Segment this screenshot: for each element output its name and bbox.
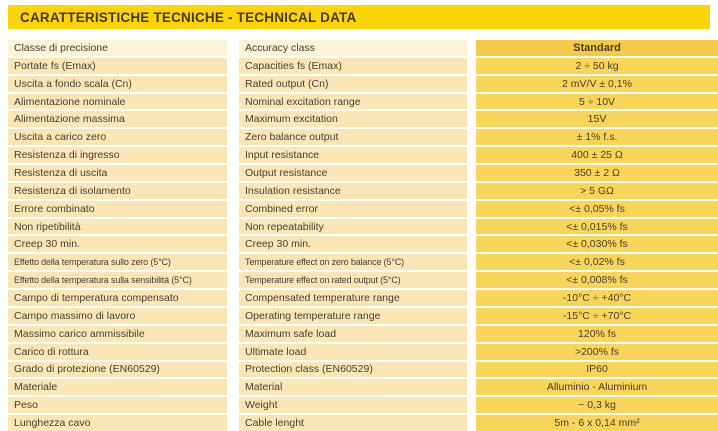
column-gap [227, 183, 239, 199]
column-gap [467, 201, 476, 217]
column-gap [227, 58, 239, 74]
row-value: <± 0,02% fs [476, 254, 718, 270]
column-gap [227, 308, 239, 324]
column-gap [467, 397, 476, 413]
row-label-italian: Peso [8, 397, 227, 413]
column-gap [227, 94, 239, 110]
column-gap [467, 272, 476, 288]
row-label-italian: Lunghezza cavo [8, 415, 227, 431]
row-label-english: Combined error [239, 201, 467, 217]
row-label-italian: Effetto della temperatura sullo zero (5°C) [8, 254, 227, 270]
row-value: 2 mV/V ± 0,1% [476, 76, 718, 92]
column-gap [227, 362, 239, 378]
column-gap [227, 254, 239, 270]
row-value: 5m - 6 x 0,14 mm² [476, 415, 718, 431]
row-value: <± 0,015% fs [476, 219, 718, 235]
row-label-italian: Materiale [8, 379, 227, 395]
row-label-italian: Massimo carico ammissibile [8, 326, 227, 342]
column-gap [227, 219, 239, 235]
row-label-italian: Alimentazione massima [8, 111, 227, 127]
row-label-italian: Portate fs (Emax) [8, 58, 227, 74]
row-label-italian: Resistenza di ingresso [8, 147, 227, 163]
column-gap [227, 290, 239, 306]
row-label-english: Cable lenght [239, 415, 467, 431]
section-title-bar [8, 5, 710, 29]
column-gap [467, 290, 476, 306]
row-label-italian: Grado di protezione (EN60529) [8, 362, 227, 378]
row-value: <± 0,05% fs [476, 201, 718, 217]
row-label-english: Creep 30 min. [239, 236, 467, 252]
row-label-english: Maximum excitation [239, 111, 467, 127]
row-label-english: Rated output (Cn) [239, 76, 467, 92]
column-gap [227, 165, 239, 181]
row-value: <± 0,030% fs [476, 236, 718, 252]
row-value: 15V [476, 111, 718, 127]
row-value: ~ 0,3 kg [476, 397, 718, 413]
row-label-english: Output resistance [239, 165, 467, 181]
row-value: 5 ÷ 10V [476, 94, 718, 110]
row-label-english: Maximum safe load [239, 326, 467, 342]
column-gap [227, 344, 239, 360]
column-gap [227, 201, 239, 217]
row-label-english: Operating temperature range [239, 308, 467, 324]
column-gap [467, 254, 476, 270]
column-gap [227, 129, 239, 145]
row-label-english: Non repeatability [239, 219, 467, 235]
row-label-italian: Effetto della temperatura sulla sensibilità (5°C) [8, 272, 227, 288]
column-gap [467, 183, 476, 199]
column-gap [227, 147, 239, 163]
column-gap [227, 40, 239, 56]
row-label-english: Capacities fs (Emax) [239, 58, 467, 74]
row-label-english: Zero balance output [239, 129, 467, 145]
column-gap [227, 326, 239, 342]
column-gap [467, 147, 476, 163]
row-label-english: Material [239, 379, 467, 395]
column-gap [467, 129, 476, 145]
column-gap [467, 379, 476, 395]
column-gap [467, 40, 476, 56]
column-gap [227, 76, 239, 92]
row-value: <± 0,008% fs [476, 272, 718, 288]
row-value: 400 ± 25 Ω [476, 147, 718, 163]
row-label-english: Compensated temperature range [239, 290, 467, 306]
column-header-italian: Classe di precisione [8, 40, 227, 56]
row-label-english: Input resistance [239, 147, 467, 163]
column-gap [467, 76, 476, 92]
column-header-standard: Standard [476, 40, 718, 56]
row-label-italian: Uscita a carico zero [8, 129, 227, 145]
row-label-english: Ultimate load [239, 344, 467, 360]
row-label-italian: Resistenza di uscita [8, 165, 227, 181]
row-label-english: Nominal excitation range [239, 94, 467, 110]
row-value: >200% fs [476, 344, 718, 360]
column-gap [467, 326, 476, 342]
row-value: -10°C ÷ +40°C [476, 290, 718, 306]
row-label-english: Weight [239, 397, 467, 413]
column-gap [227, 379, 239, 395]
column-gap [227, 397, 239, 413]
row-value: Alluminio - Aluminium [476, 379, 718, 395]
row-label-italian: Campo di temperatura compensato [8, 290, 227, 306]
column-gap [467, 236, 476, 252]
column-gap [467, 111, 476, 127]
row-label-italian: Carico di rottura [8, 344, 227, 360]
row-value: IP60 [476, 362, 718, 378]
column-gap [467, 219, 476, 235]
column-gap [467, 94, 476, 110]
column-gap [227, 415, 239, 431]
row-label-italian: Uscita a fondo scala (Cn) [8, 76, 227, 92]
row-value: 120% fs [476, 326, 718, 342]
row-label-english: Temperature effect on zero balance (5°C) [239, 254, 467, 270]
row-label-italian: Creep 30 min. [8, 236, 227, 252]
technical-data-table [8, 40, 718, 431]
row-value: > 5 GΩ [476, 183, 718, 199]
column-gap [467, 58, 476, 74]
column-gap [467, 165, 476, 181]
column-gap [467, 415, 476, 431]
row-value: 2 ÷ 50 kg [476, 58, 718, 74]
row-label-italian: Non ripetibilità [8, 219, 227, 235]
page-title: CARATTERISTICHE TECNICHE - TECHNICAL DATA [20, 9, 357, 25]
column-gap [227, 111, 239, 127]
row-label-italian: Alimentazione nominale [8, 94, 227, 110]
column-gap [467, 344, 476, 360]
row-label-italian: Errore combinato [8, 201, 227, 217]
row-label-italian: Resistenza di isolamento [8, 183, 227, 199]
column-gap [227, 236, 239, 252]
column-gap [227, 272, 239, 288]
row-label-italian: Campo massimo di lavoro [8, 308, 227, 324]
row-label-english: Temperature effect on rated output (5°C) [239, 272, 467, 288]
row-value: 350 ± 2 Ω [476, 165, 718, 181]
row-label-english: Protection class (EN60529) [239, 362, 467, 378]
row-label-english: Insulation resistance [239, 183, 467, 199]
row-value: -15°C ÷ +70°C [476, 308, 718, 324]
column-gap [467, 308, 476, 324]
row-value: ± 1% f.s. [476, 129, 718, 145]
column-gap [467, 362, 476, 378]
column-header-english: Accuracy class [239, 40, 467, 56]
